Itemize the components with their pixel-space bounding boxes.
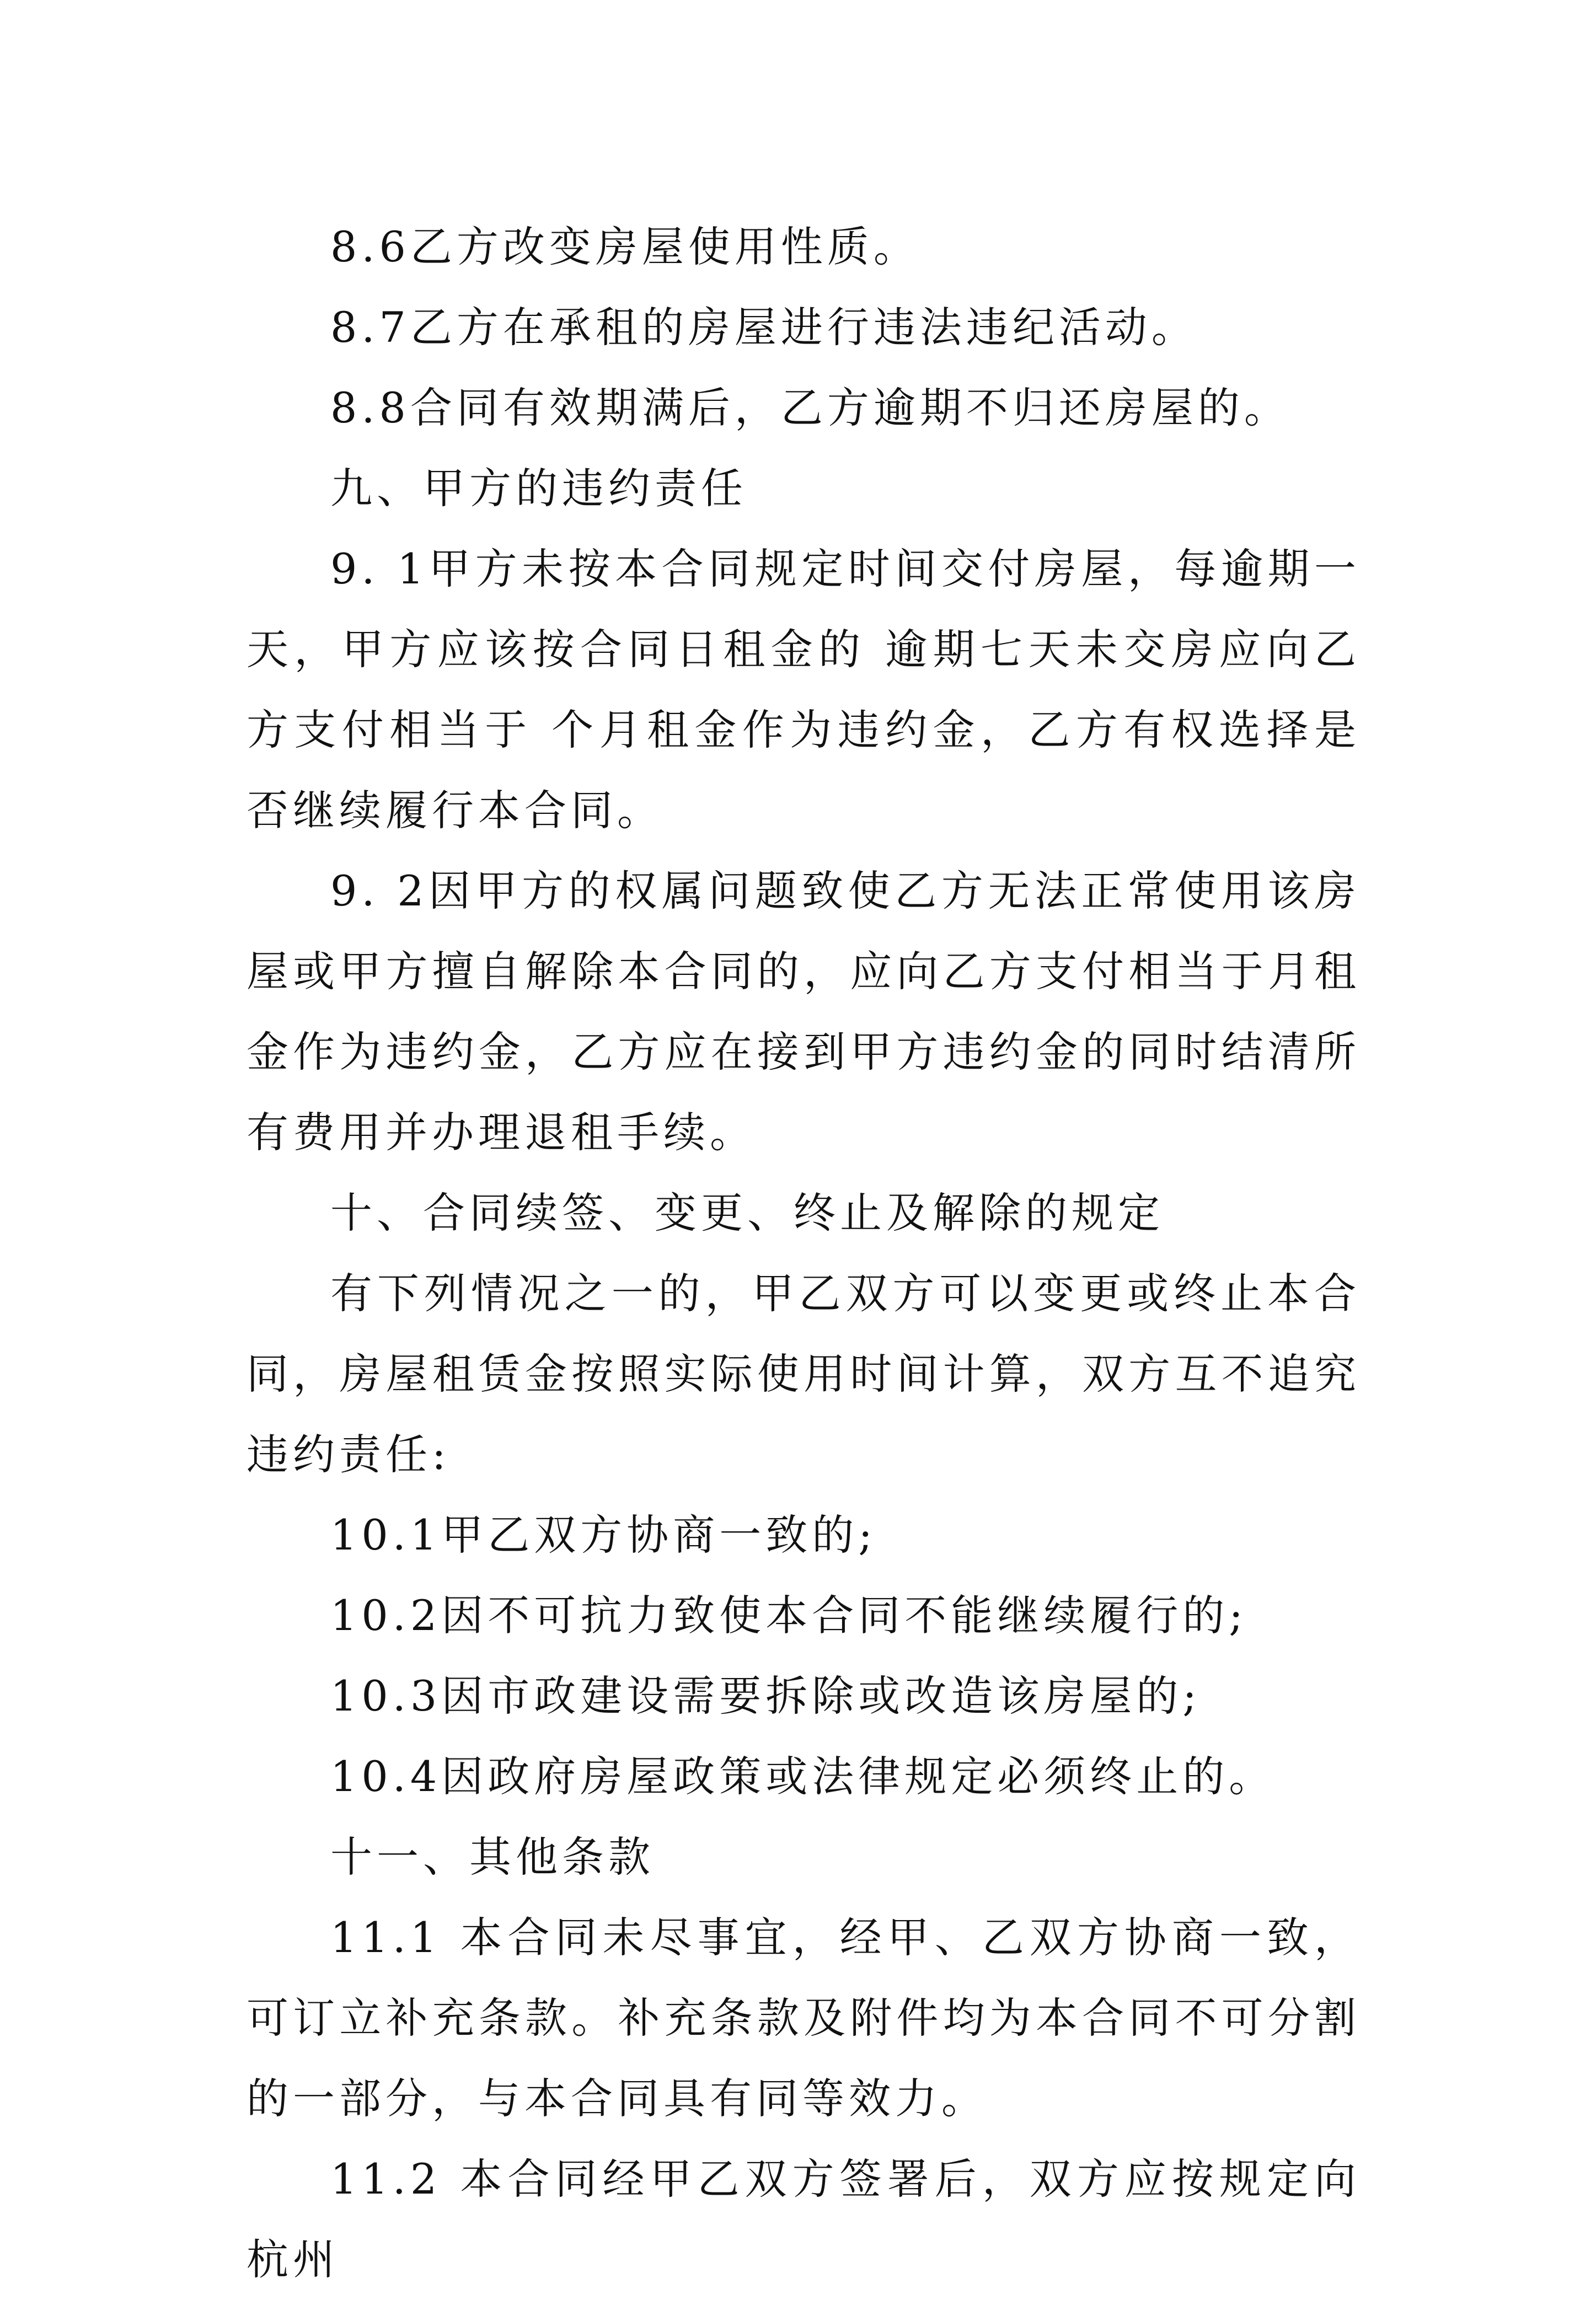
clause-11-2: 11.2 本合同经甲乙双方签署后，双方应按规定向杭州 [247, 2154, 1361, 2284]
section-heading-11: 十一、其他条款 [330, 1832, 655, 1881]
section-heading-10: 十、合同续签、变更、终止及解除的规定 [330, 1188, 1164, 1237]
section-10-intro: 有下列情况之一的，甲乙双方可以变更或终止本合同，房屋租赁金按照实际使用时间计算，双方互不追究违约责任: [247, 1269, 1361, 1479]
section-heading-9: 九、甲方的违约责任 [330, 464, 747, 513]
clause-9-1: 9. 1甲方未按本合同规定时间交付房屋，每逾期一天，甲方应该按合同日租金的 逾期七天未交房应向乙方支付相当于 个月租金作为违约金，乙方有权选择是否继续履行本合同。 [247, 544, 1361, 835]
clause-11-1: 11.1 本合同未尽事宜，经甲、乙双方协商一致，可订立补充条款。补充条款及附件均为本合同不可分割的一部分，与本合同具有同等效力。 [247, 1913, 1361, 2123]
clause-10-4: 10.4因政府房屋政策或法律规定必须终止的。 [330, 1752, 1276, 1801]
clause-10-3: 10.3因市政建设需要拆除或改造该房屋的; [330, 1671, 1201, 1720]
clause-8-7: 8.7乙方在承租的房屋进行违法违纪活动。 [330, 303, 1198, 352]
clause-9-2: 9. 2因甲方的权属问题致使乙方无法正常使用该房屋或甲方擅自解除本合同的，应向乙方支付相当于月租金作为违约金，乙方应在接到甲方违约金的同时结清所有费用并办理退租手续。 [247, 866, 1361, 1157]
document-body [247, 207, 1361, 2300]
clause-10-1: 10.1甲乙双方协商一致的; [330, 1510, 877, 1559]
clause-10-2: 10.2因不可抗力致使本合同不能继续履行的; [330, 1591, 1247, 1640]
clause-8-8: 8.8合同有效期满后，乙方逾期不归还房屋的。 [330, 383, 1290, 432]
clause-8-6: 8.6乙方改变房屋使用性质。 [330, 222, 920, 271]
